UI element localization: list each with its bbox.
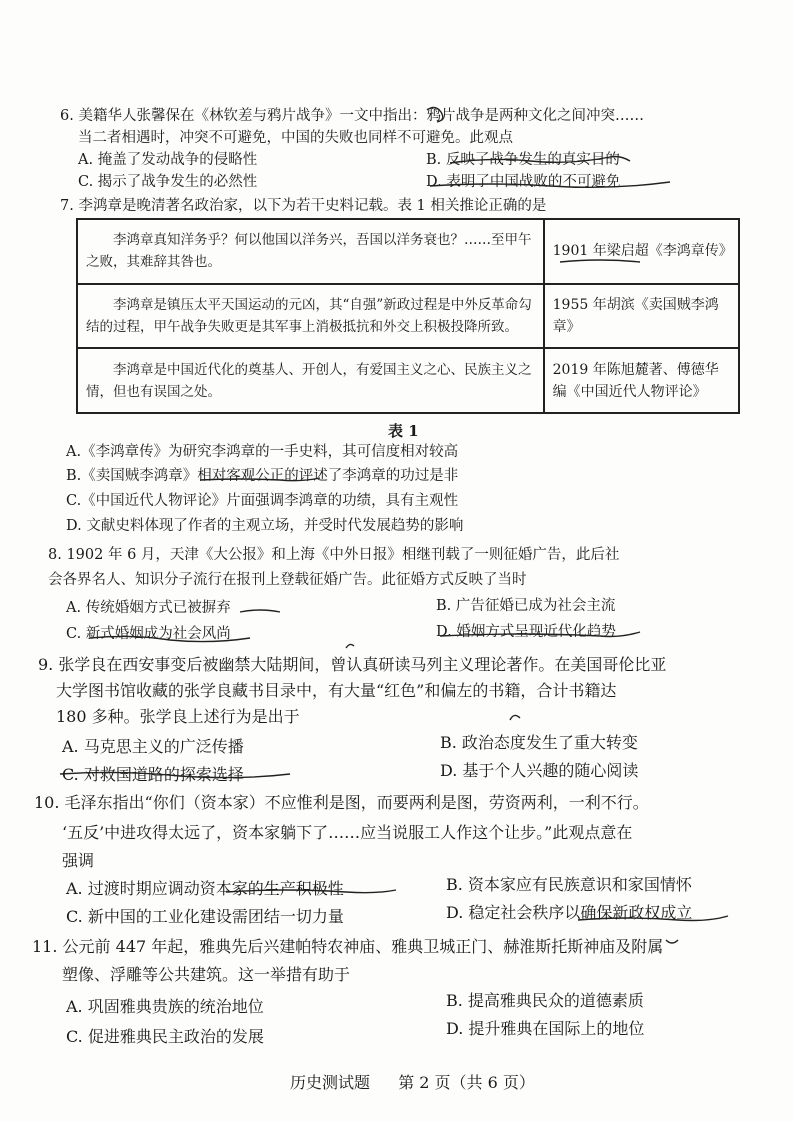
pen-stroke	[560, 260, 640, 262]
q9-option-b: B. 政治态度发生了重大转变	[440, 733, 638, 752]
q7-stem-text: 李鸿章是晚清著名政治家，以下为若干史料记载。表 1 相关推论正确的是	[78, 198, 547, 214]
q11-option-d: D. 提升雅典在国际上的地位	[446, 1019, 645, 1038]
q10-option-d: D. 稳定社会秩序以确保新政权成立	[446, 903, 693, 922]
footer-subject: 历史测试题	[290, 1073, 371, 1092]
pen-stroke	[346, 644, 354, 648]
q6-stem-line2: 当二者相遇时，冲突不可避免，中国的失败也同样不可避免。此观点	[78, 130, 513, 146]
q10-stem-line3: 强调	[62, 851, 95, 870]
q9-number: 9.	[38, 655, 54, 674]
q8-stem-text-1: 1902 年 6 月，天津《大公报》和上海《中外日报》相继刊载了一则征婚广告，此后社	[66, 547, 620, 563]
q11-option-b: B. 提高雅典民众的道德素质	[446, 991, 644, 1010]
q11-stem-text-1: 公元前 447 年起，雅典先后兴建帕特农神庙、雅典卫城正门、赫淮斯托斯神庙及附属	[62, 937, 664, 956]
q6-number: 6.	[60, 108, 74, 124]
q11-option-c: C. 促进雅典民主政治的发展	[66, 1027, 264, 1046]
q9-option-a: A. 马克思主义的广泛传播	[62, 737, 244, 756]
table-cell-source: 1955 年胡滨《卖国贼李鸿章》	[544, 284, 739, 349]
q9-option-c: C. 对救国道路的探索选择	[62, 765, 244, 784]
q7-option-d: D. 文献史料体现了作者的主观立场，并受时代发展趋势的影响	[66, 518, 464, 534]
pen-stroke	[427, 107, 443, 122]
pen-stroke	[578, 916, 728, 921]
q6-option-d: D. 表明了中国战败的不可避免	[426, 174, 621, 190]
pen-stroke	[510, 715, 520, 720]
q8-stem-line2: 会各界名人、知识分子流行在报刊上登载征婚广告。此征婚方式反映了当时	[48, 572, 527, 588]
q6-option-b: B. 反映了战争发生的真实目的	[426, 152, 620, 168]
q9-stem-text-1: 张学良在西安事变后被幽禁大陆期间，曾认真研读马列主义理论著作。在美国哥伦比亚	[58, 655, 667, 674]
q9-option-d: D. 基于个人兴趣的随心阅读	[440, 761, 639, 780]
q10-stem-text-1: 毛泽东指出“你们（资本家）不应惟利是图，而要两利是图，劳资两利，一利不行。	[64, 793, 649, 812]
q10-option-c: C. 新中国的工业化建设需团结一切力量	[66, 907, 344, 926]
pen-stroke	[430, 182, 670, 187]
q8-option-a: A. 传统婚姻方式已被摒弃	[66, 600, 231, 616]
table-caption: 表 1	[388, 422, 419, 440]
footer-page-number: 第 2 页（共 6 页）	[398, 1073, 535, 1092]
pen-stroke	[226, 890, 396, 893]
q9-stem-line3: 180 多种。张学良上述行为是出于	[56, 707, 300, 726]
q6-option-c: C. 揭示了战争发生的必然性	[78, 174, 258, 190]
q11-option-a: A. 巩固雅典贵族的统治地位	[66, 997, 264, 1016]
q7-number: 7.	[60, 198, 74, 214]
table-cell-text: 李鸿章是中国近代化的奠基人、开创人，有爱国主义之心、民族主义之情，但也有误国之处。	[86, 361, 532, 400]
q9-stem-line2: 大学图书馆收藏的张学良藏书目录中，有大量“红色”和偏左的书籍，合计书籍达	[56, 681, 617, 700]
pen-stroke	[90, 636, 250, 641]
q6-stem-text-1: 美籍华人张馨保在《林钦差与鸦片战争》一文中指出：鸦片战争是两种文化之间冲突……	[78, 108, 644, 124]
q11-number: 11.	[32, 937, 58, 956]
table-cell-text: 李鸿章是镇压太平天国运动的元凶，其“自强”新政过程是中外反革命勾结的过程，甲午战争失败更是其军事上消极抵抗和外交上积极投降所致。	[86, 296, 532, 335]
q11-stem-line2: 塑像、浮雕等公共建筑。这一举措有助于	[62, 965, 351, 984]
pen-stroke	[450, 157, 630, 164]
q10-number: 10.	[34, 793, 60, 812]
q7-option-b: B.《卖国贼李鸿章》相对客观公正的评述了李鸿章的功过是非	[66, 468, 459, 484]
q10-stem-line2: ‘五反’中进攻得太远了，资本家躺下了……应当说服工人作这个让步。”此观点意在	[62, 823, 633, 842]
q6-option-a: A. 掩盖了发动战争的侵略性	[78, 152, 258, 168]
q8-number: 8.	[48, 547, 62, 563]
q8-option-d: D. 婚姻方式呈现近代化趋势	[436, 624, 616, 640]
q8-option-b: B. 广告征婚已成为社会主流	[436, 598, 616, 614]
q10-option-b: B. 资本家应有民族意识和家国情怀	[446, 875, 692, 894]
table-cell-text: 李鸿章真知洋务乎？何以他国以洋务兴，吾国以洋务衰也？……至甲午之败，其难辞其咎也。	[86, 232, 532, 271]
q7-option-c: C.《中国近代人物评论》片面强调李鸿章的功绩，具有主观性	[66, 493, 459, 509]
table-cell-source: 2019 年陈旭麓著、傅德华编《中国近代人物评论》	[544, 348, 739, 413]
q8-option-c: C. 新式婚姻成为社会风尚	[66, 626, 231, 642]
pen-stroke	[60, 772, 290, 777]
pen-stroke	[666, 940, 678, 943]
pen-stroke	[240, 610, 280, 612]
pen-stroke	[440, 632, 640, 637]
q7-option-a: A.《李鸿章传》为研究李鸿章的一手史料，其可信度相对较高	[66, 444, 459, 460]
table-cell-source: 1901 年梁启超《李鸿章传》	[544, 219, 739, 284]
q10-option-a: A. 过渡时期应调动资本家的生产积极性	[66, 879, 344, 898]
pen-stroke	[200, 478, 320, 481]
